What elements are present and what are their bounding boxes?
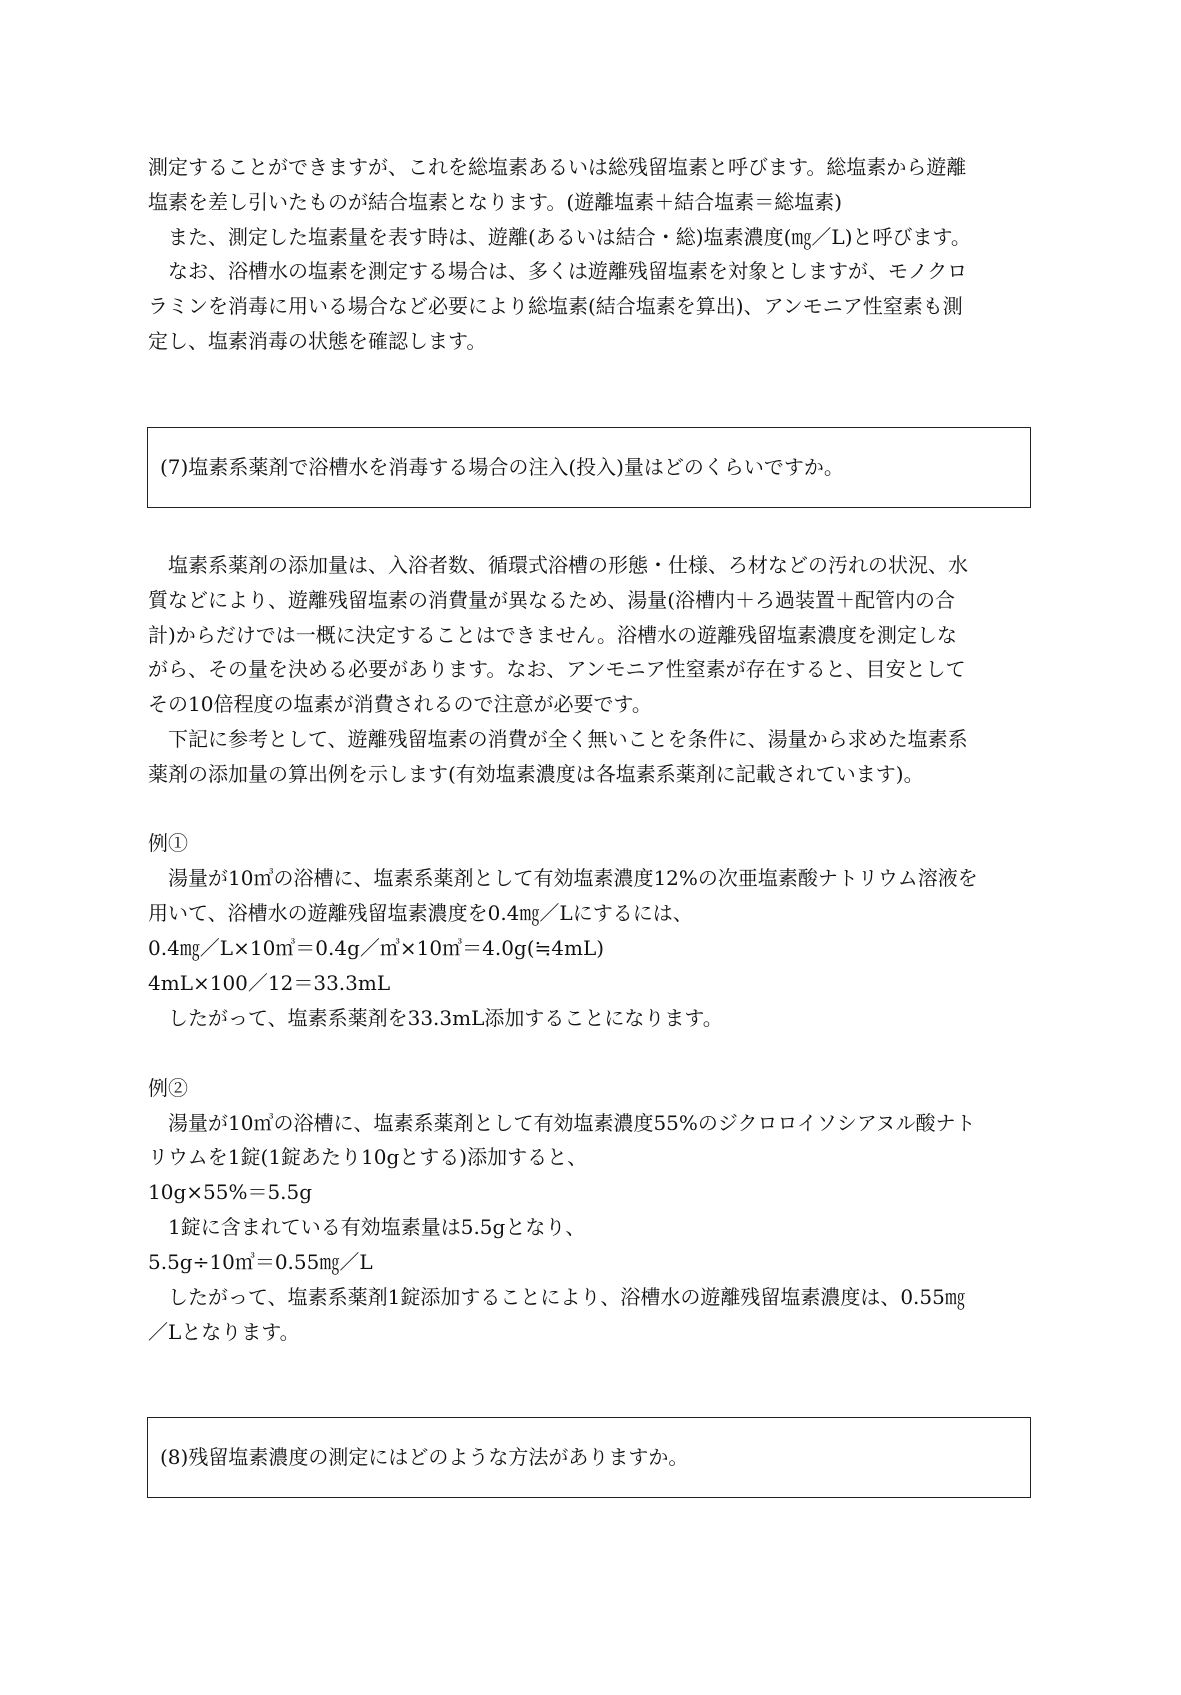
example-2-formula: 10g×55%＝5.5g [148,1180,313,1204]
example-2-heading: 例② [148,1076,188,1100]
answer-7-line: 薬剤の添加量の算出例を示します(有効塩素濃度は各塩素系薬剤に記載されています)。 [148,762,924,786]
answer-7-line: 計)からだけでは一概に決定することはできません。浴槽水の遊離残留塩素濃度を測定しな [148,623,958,647]
answer-7-line: 下記に参考として、遊離残留塩素の消費が全く無いことを条件に、湯量から求めた塩素系 [148,727,968,751]
question-7-box [147,427,1031,508]
example-1-line: したがって、塩素系薬剤を33.3mL添加することになります。 [148,1006,723,1030]
intro-line: ラミンを消毒に用いる場合など必要により総塩素(結合塩素を算出)、アンモニア性窒素も測 [148,294,963,318]
answer-7-line: 塩素系薬剤の添加量は、入浴者数、循環式浴槽の形態・仕様、ろ材などの汚れの状況、水 [148,553,968,577]
example-2-line: 1錠に含まれている有効塩素量は5.5gとなり、 [148,1215,586,1239]
intro-line: 測定することができますが、これを総塩素あるいは総残留塩素と呼びます。総塩素から遊離 [148,155,967,179]
question-8-text: (8)残留塩素濃度の測定にはどのような方法がありますか。 [160,1445,689,1469]
intro-line: 定し、塩素消毒の状態を確認します。 [148,329,487,353]
question-8-box [147,1417,1031,1498]
example-2-line: リウムを1錠(1錠あたり10gとする)添加すると、 [148,1145,588,1169]
example-1-line: 湯量が10㎥の浴槽に、塩素系薬剤として有効塩素濃度12%の次亜塩素酸ナトリウム溶液を [148,866,978,890]
example-2-line: 湯量が10㎥の浴槽に、塩素系薬剤として有効塩素濃度55%のジクロロイソシアヌル酸ナト [148,1111,976,1135]
answer-7-line: 質などにより、遊離残留塩素の消費量が異なるため、湯量(浴槽内＋ろ過装置＋配管内の合 [148,588,956,612]
example-2-line: したがって、塩素系薬剤1錠添加することにより、浴槽水の遊離残留塩素濃度は、0.55㎎ [148,1285,965,1309]
question-7-text: (7)塩素系薬剤で浴槽水を消毒する場合の注入(投入)量はどのくらいですか。 [160,455,844,479]
intro-line: 塩素を差し引いたものが結合塩素となります。(遊離塩素＋結合塩素＝総塩素) [148,190,843,214]
intro-line: また、測定した塩素量を表す時は、遊離(あるいは結合・総)塩素濃度(㎎／L)と呼びます。 [148,225,971,249]
example-2-formula: 5.5g÷10㎥＝0.55㎎／L [148,1250,373,1274]
answer-7-line: がら、その量を決める必要があります。なお、アンモニア性窒素が存在すると、目安として [148,657,966,681]
intro-line: なお、浴槽水の塩素を測定する場合は、多くは遊離残留塩素を対象としますが、モノクロ [148,259,968,283]
example-1-heading: 例① [148,831,188,855]
example-1-line: 用いて、浴槽水の遊離残留塩素濃度を0.4㎎／Lにするには、 [148,901,693,925]
example-1-formula: 4mL×100／12＝33.3mL [148,971,391,995]
example-1-formula: 0.4㎎／L×10㎥＝0.4g／㎥×10㎥＝4.0g(≒4mL) [148,936,605,960]
answer-7-line: その10倍程度の塩素が消費されるので注意が必要です。 [148,692,652,716]
example-2-line: ／Lとなります。 [148,1320,300,1344]
